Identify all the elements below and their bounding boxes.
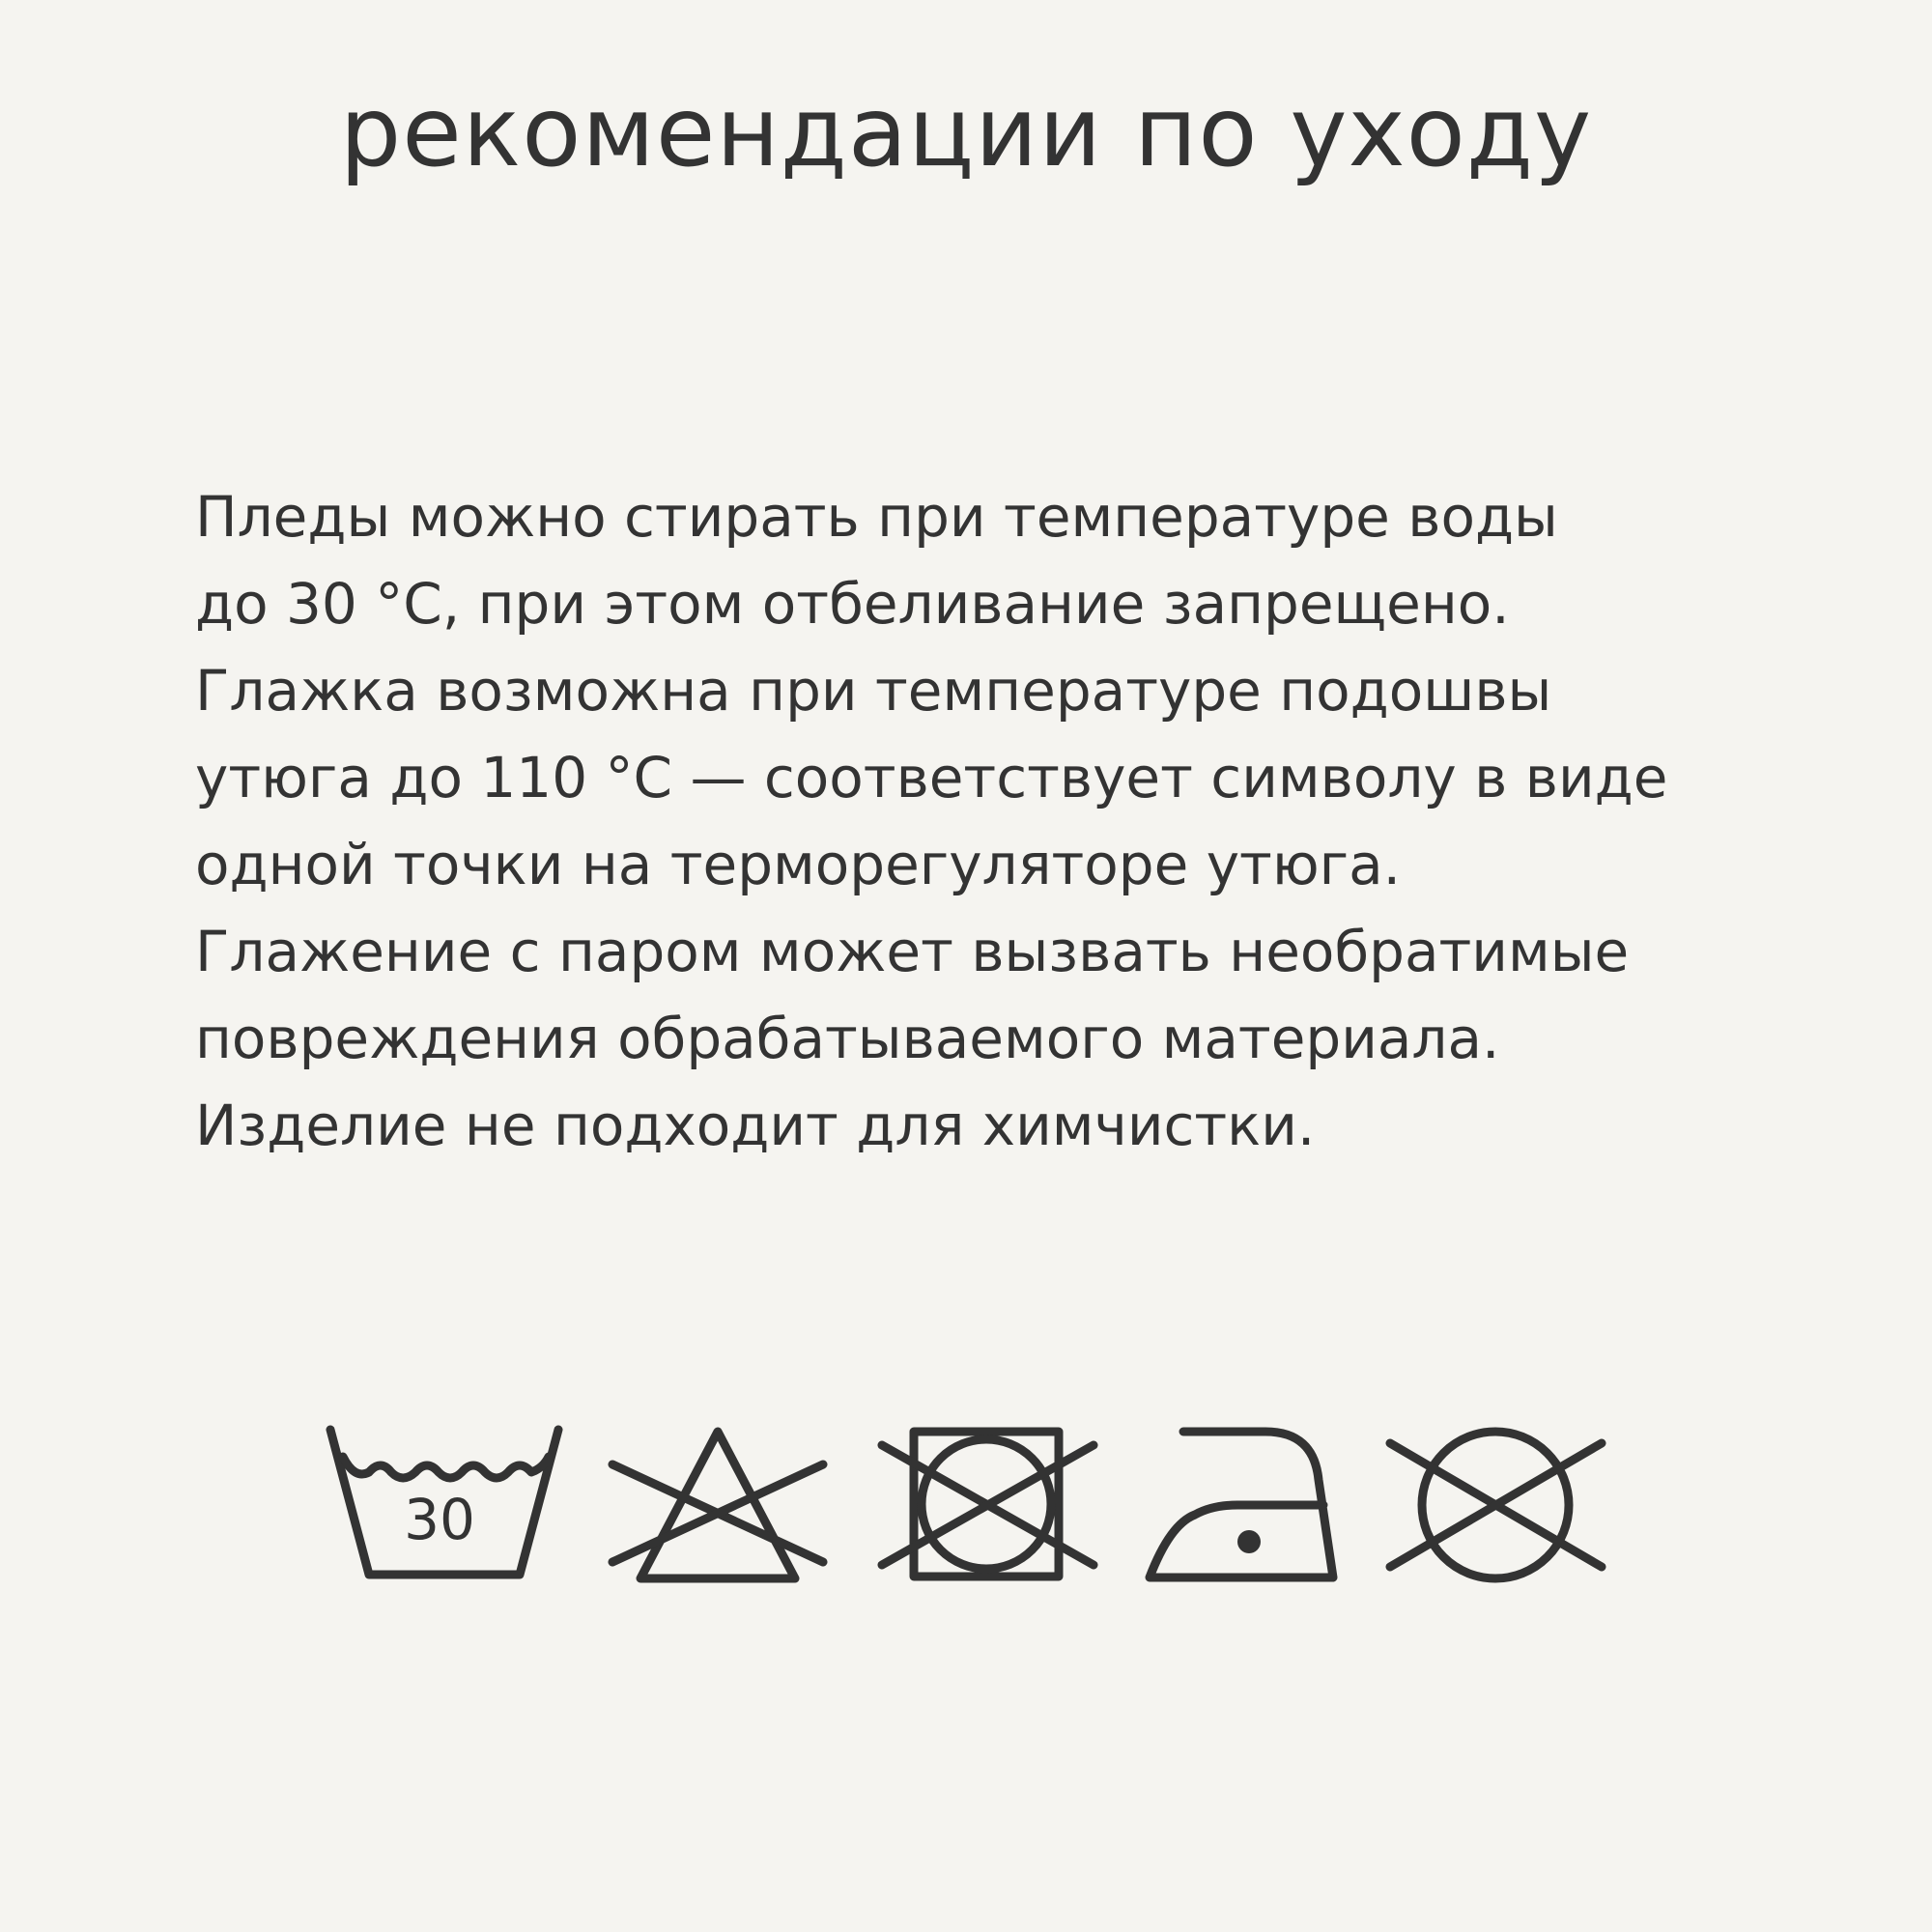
wash-30-icon [319, 1410, 570, 1623]
care-description [195, 473, 1779, 1169]
no-tumble-dry-icon [877, 1410, 1099, 1623]
description-line: повреждения обрабатываемого материала. [195, 1006, 1500, 1071]
description-line: утюга до 110 °С — соответствует символу в виде [195, 745, 1668, 810]
description-line: одной точки на терморегуляторе утюга. [195, 832, 1402, 897]
page-title: рекомендации по уходу [339, 75, 1593, 188]
description-line: до 30 °С, при этом отбеливание запрещено. [195, 571, 1510, 637]
no-dry-clean-icon [1385, 1410, 1607, 1623]
description-line: Пледы можно стирать при температуре воды [195, 484, 1558, 550]
iron-low-icon [1145, 1410, 1338, 1623]
description-line: Изделие не подходит для химчистки. [195, 1093, 1316, 1158]
description-line: Глажка возможна при температуре подошвы [195, 658, 1552, 724]
no-bleach-icon [607, 1410, 829, 1623]
care-symbols-row [0, 1410, 1932, 1623]
description-line: Глажение с паром может вызвать необратимые [195, 919, 1630, 984]
wash-temperature-label: 30 [404, 1487, 475, 1552]
